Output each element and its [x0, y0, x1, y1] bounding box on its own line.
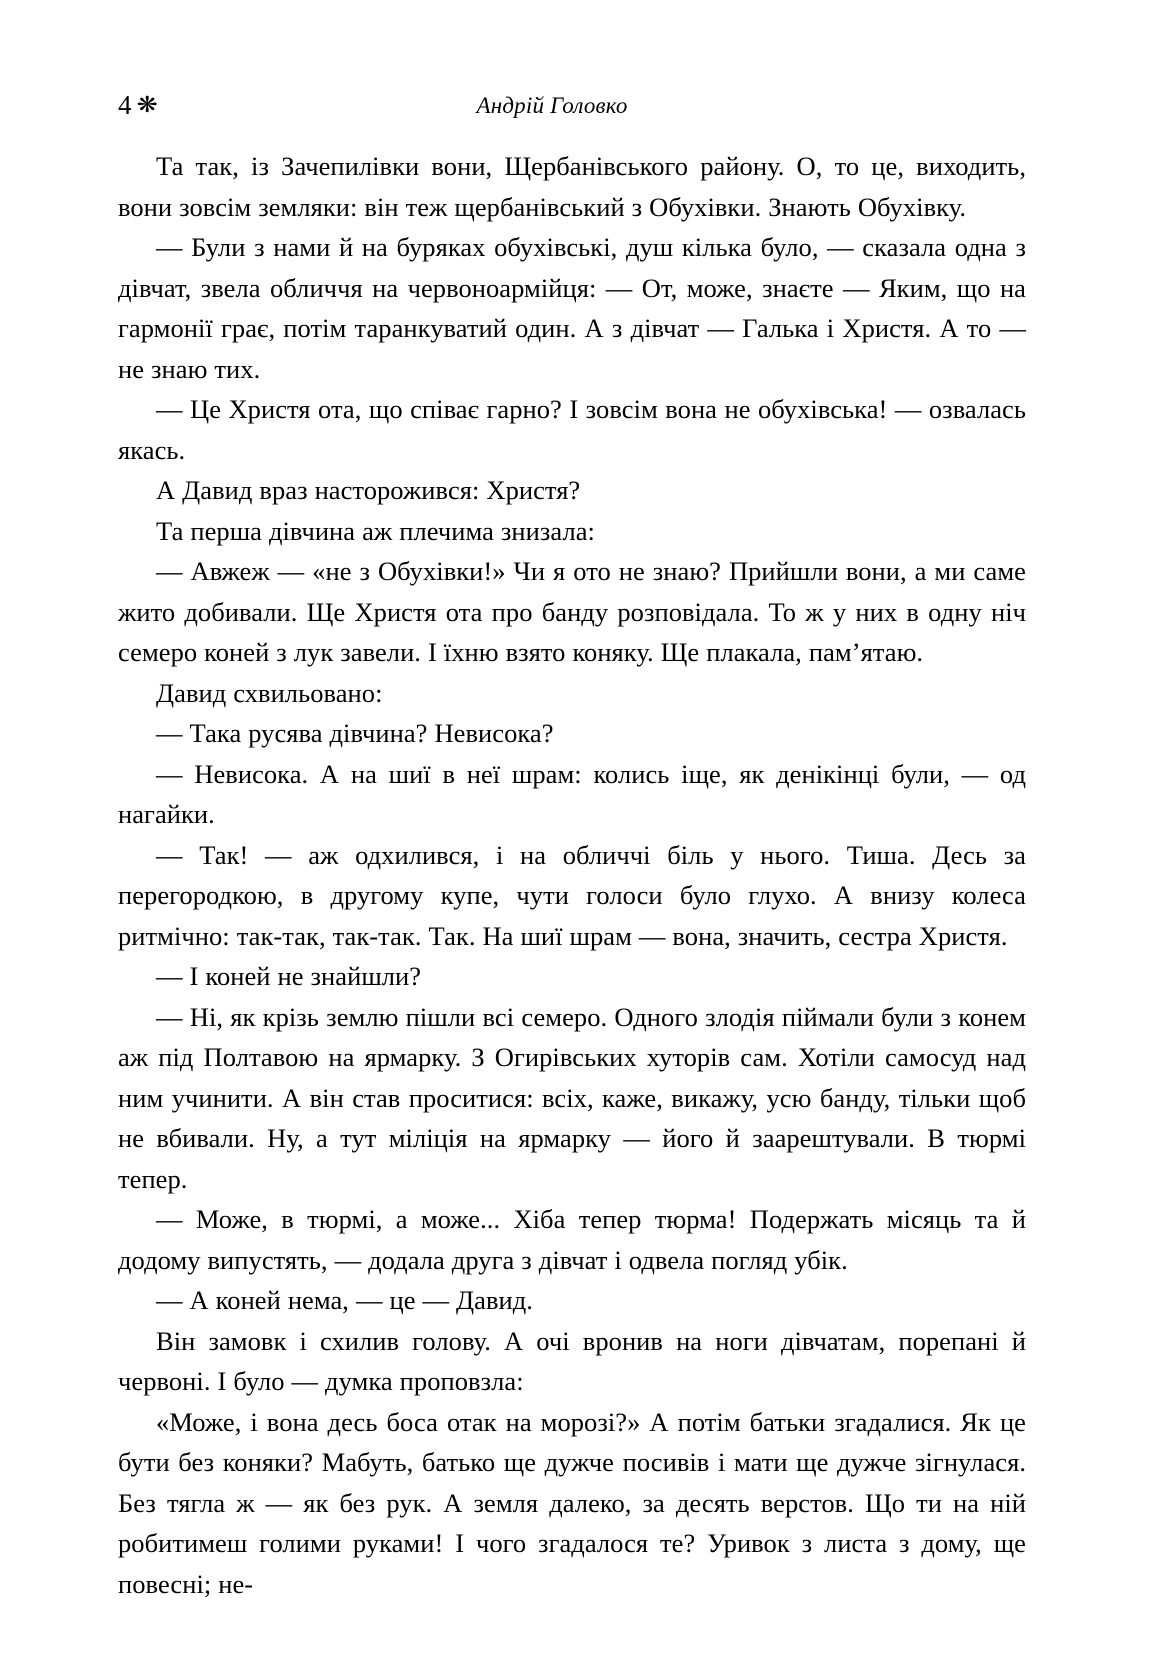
body-paragraph: — Авжеж — «не з Обухівки!» Чи я ото не знаю? Прийшли вони, а ми саме жито добивали. Ще Христя ота про банду розповідала. То ж у них в одну ніч семеро коней з лук завели. І їхню взято коняку. Ще плакала, пам’ятаю. — [118, 556, 1026, 667]
body-paragraph: — Така русява дівчина? Невисока? — [156, 718, 554, 748]
body-paragraph: — Може, в тюрмі, а може... Хіба тепер тюрма! Подержать місяць та й додому випустять, — додала друга з дівчат і одвела погляд убік. — [118, 1204, 1026, 1275]
body-paragraph: «Може, і вона десь боса отак на морозі?» А потім батьки згадалися. Як це бути без коняки? Мабуть, батько ще дужче посивів і мати ще дужче зігнулася. Без тягла ж — як без рук. А земля далеко, за десять верстов. Що ти на ній робитимеш голими руками! І чого згадалося те? Уривок з листа з дому, ще повесні; не- — [118, 1406, 1026, 1599]
running-header — [118, 92, 1026, 126]
header-author-name: Андрій Головко — [476, 93, 628, 118]
body-paragraph: Та так, із Зачепилівки вони, Щербанівського району. О, то це, виходить, вони зовсім земляки: він теж щербанівський з Обухівки. Знають Обухівку. — [118, 151, 1026, 222]
fleuron-ornament-icon: ❋ — [136, 93, 158, 118]
body-paragraph: Давид схвильовано: — [156, 677, 383, 708]
page-number: 4 — [118, 90, 132, 120]
body-paragraph: — Були з нами й на буряках обухівські, душ кілька було, — сказала одна з дівчат, звела обличчя на червоноармійця: — От, може, знаєте — Яким, що на гармонії грає, потім таранкуватий один. А з дівчат — Галька і Христя. А то — не знаю тих. — [118, 232, 1026, 384]
body-paragraph: Він замовк і схилив голову. А очі вронив на ноги дівчатам, порепані й червоні. І було — думка проповзла: — [118, 1325, 1026, 1396]
body-paragraph: — Так! — аж одхилився, і на обличчі біль у нього. Тиша. Десь за перегородкою, в другому купе, чути голоси було глухо. А внизу колеса ритмічно: так-так, так-так. Так. На шиї шрам — вона, значить, сестра Христя. — [118, 839, 1026, 951]
body-paragraph: — І коней не знайшли? — [156, 961, 422, 991]
body-paragraph: — Невисока. А на шиї в неї шрам: колись іще, як денікінці були, — од нагайки. — [118, 758, 1026, 829]
body-text-block — [118, 146, 1026, 1604]
body-paragraph: — Це Христя ота, що співає гарно? І зовсім вона не обухівська! — озвалась якась. — [118, 394, 1026, 465]
body-paragraph: Та перша дівчина аж плечима знизала: — [156, 515, 595, 546]
body-paragraph: — А коней нема, — це — Давид. — [156, 1285, 533, 1315]
body-paragraph: А Давид враз насторожився: Христя? — [156, 475, 581, 505]
body-paragraph: — Ні, як крізь землю пішли всі семеро. Одного злодія піймали були з конем аж під Полтавою на ярмарку. З Огирівських хуторів сам. Хотіли самосуд над ним учинити. А він став проситися: всіх, каже, викажу, усю банду, тільки щоб не вбивали. Ну, а тут міліція на ярмарку — його й заарештували. В тюрмі тепер. — [118, 1001, 1026, 1194]
